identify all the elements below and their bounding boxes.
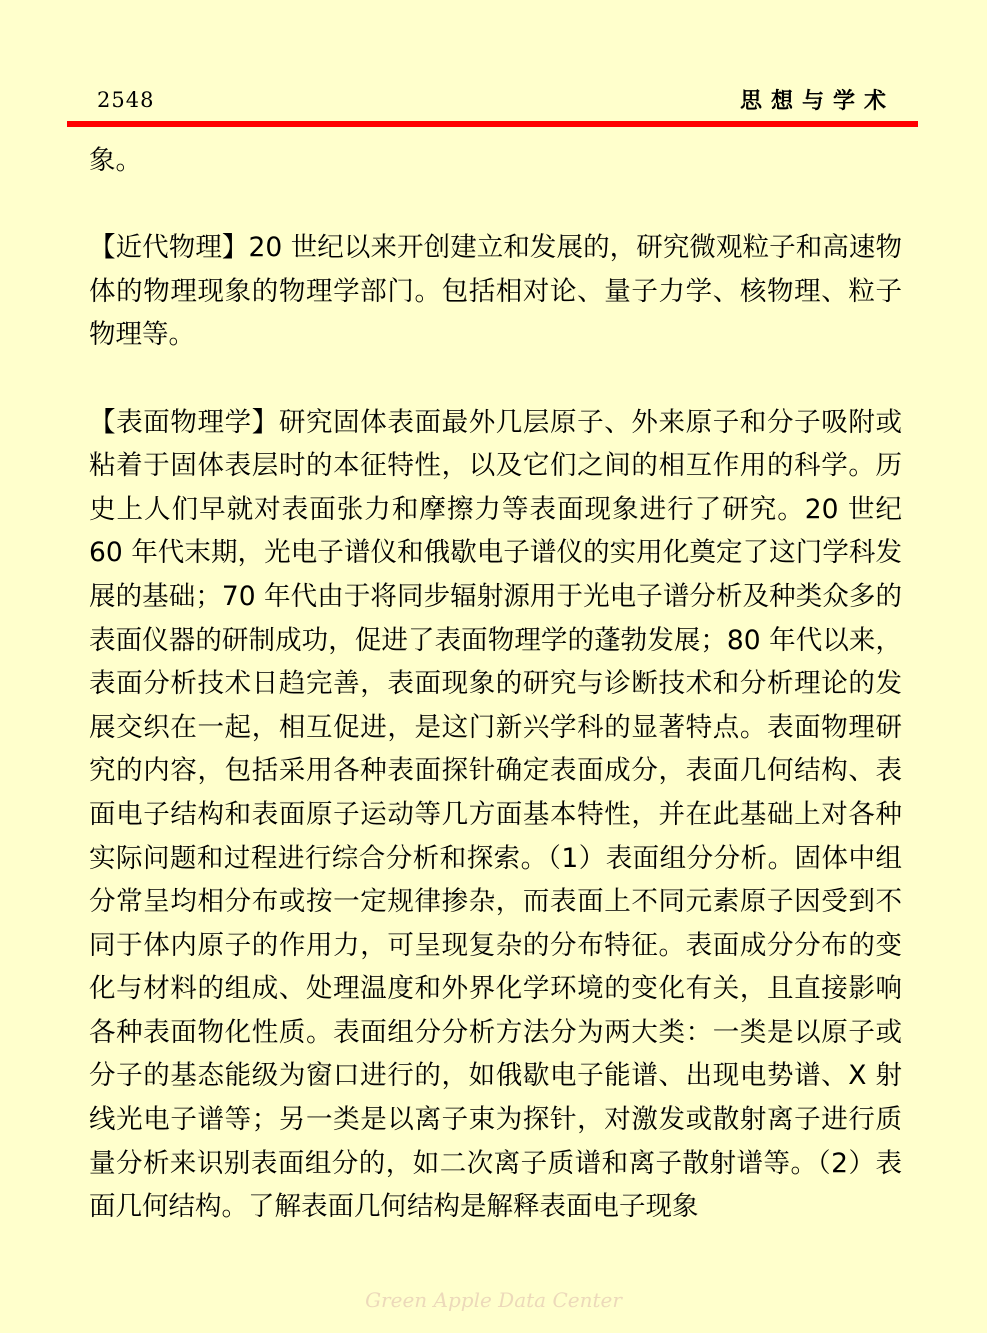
paragraph-continuation: 象。 (89, 145, 142, 176)
journal-name: 思想与学术 (739, 89, 895, 114)
paragraph-modern-physics: 【近代物理】20 世纪以来开创建立和发展的，研究微观粒子和高速物体的物理现象的物理学部门。包括相对论、量子力学、核物理、粒子物理等。 (89, 232, 902, 351)
watermark: Green Apple Data Center (365, 1288, 622, 1312)
paragraph-surface-physics: 【表面物理学】研究固体表面最外几层原子、外来原子和分子吸附或粘着于固体表层时的本征特性，以及它们之间的相互作用的科学。历史上人们早就对表面张力和摩擦力等表面现象进行了研究。20 世纪 60 年代末期，光电子谱仪和俄歇电子谱仪的实用化奠定了这门学科发展的基础；70 年代由于将同步辐射源用于光电子谱分析及种类众多的表面仪器的研制成功，促进了表面物理学的蓬勃发展；80 年代以来，表面分析技术日趋完善，表面现象的研究与诊断技术和分析理论的发展交织在一起，相互促进，是这门新兴学科的显著特点。表面物理研究的内容，包括采用各种表面探针确定表面成分，表面几何结构、表面电子结构和表面原子运动等几方面基本特性，并在此基础上对各种实际问题和过程进行综合分析和探索。（1）表面组分分析。固体中组分常呈均相分布或按一定规律掺杂，而表面上不同元素原子因受到不同于体内原子的作用力，可呈现复杂的分布特征。表面成分分布的变化与材料的组成、处理温度和外界化学环境的变化有关，且直接影响各种表面物化性质。表面组分分析方法分为两大类：一类是以原子或分子的基态能级为窗口进行的，如俄歇电子能谱、出现电势谱、X 射线光电子谱等；另一类是以离子束为探针，对激发或散射离子进行质量分析来识别表面组分的，如二次离子质谱和离子散射谱等。（2）表面几何结构。了解表面几何结构是解释表面电子现象 (89, 406, 902, 1223)
paragraph-gap (89, 183, 902, 227)
article-body (89, 139, 902, 1229)
page-number: 2548 (97, 88, 155, 112)
paragraph-gap (89, 357, 902, 401)
header-rule (67, 121, 918, 127)
